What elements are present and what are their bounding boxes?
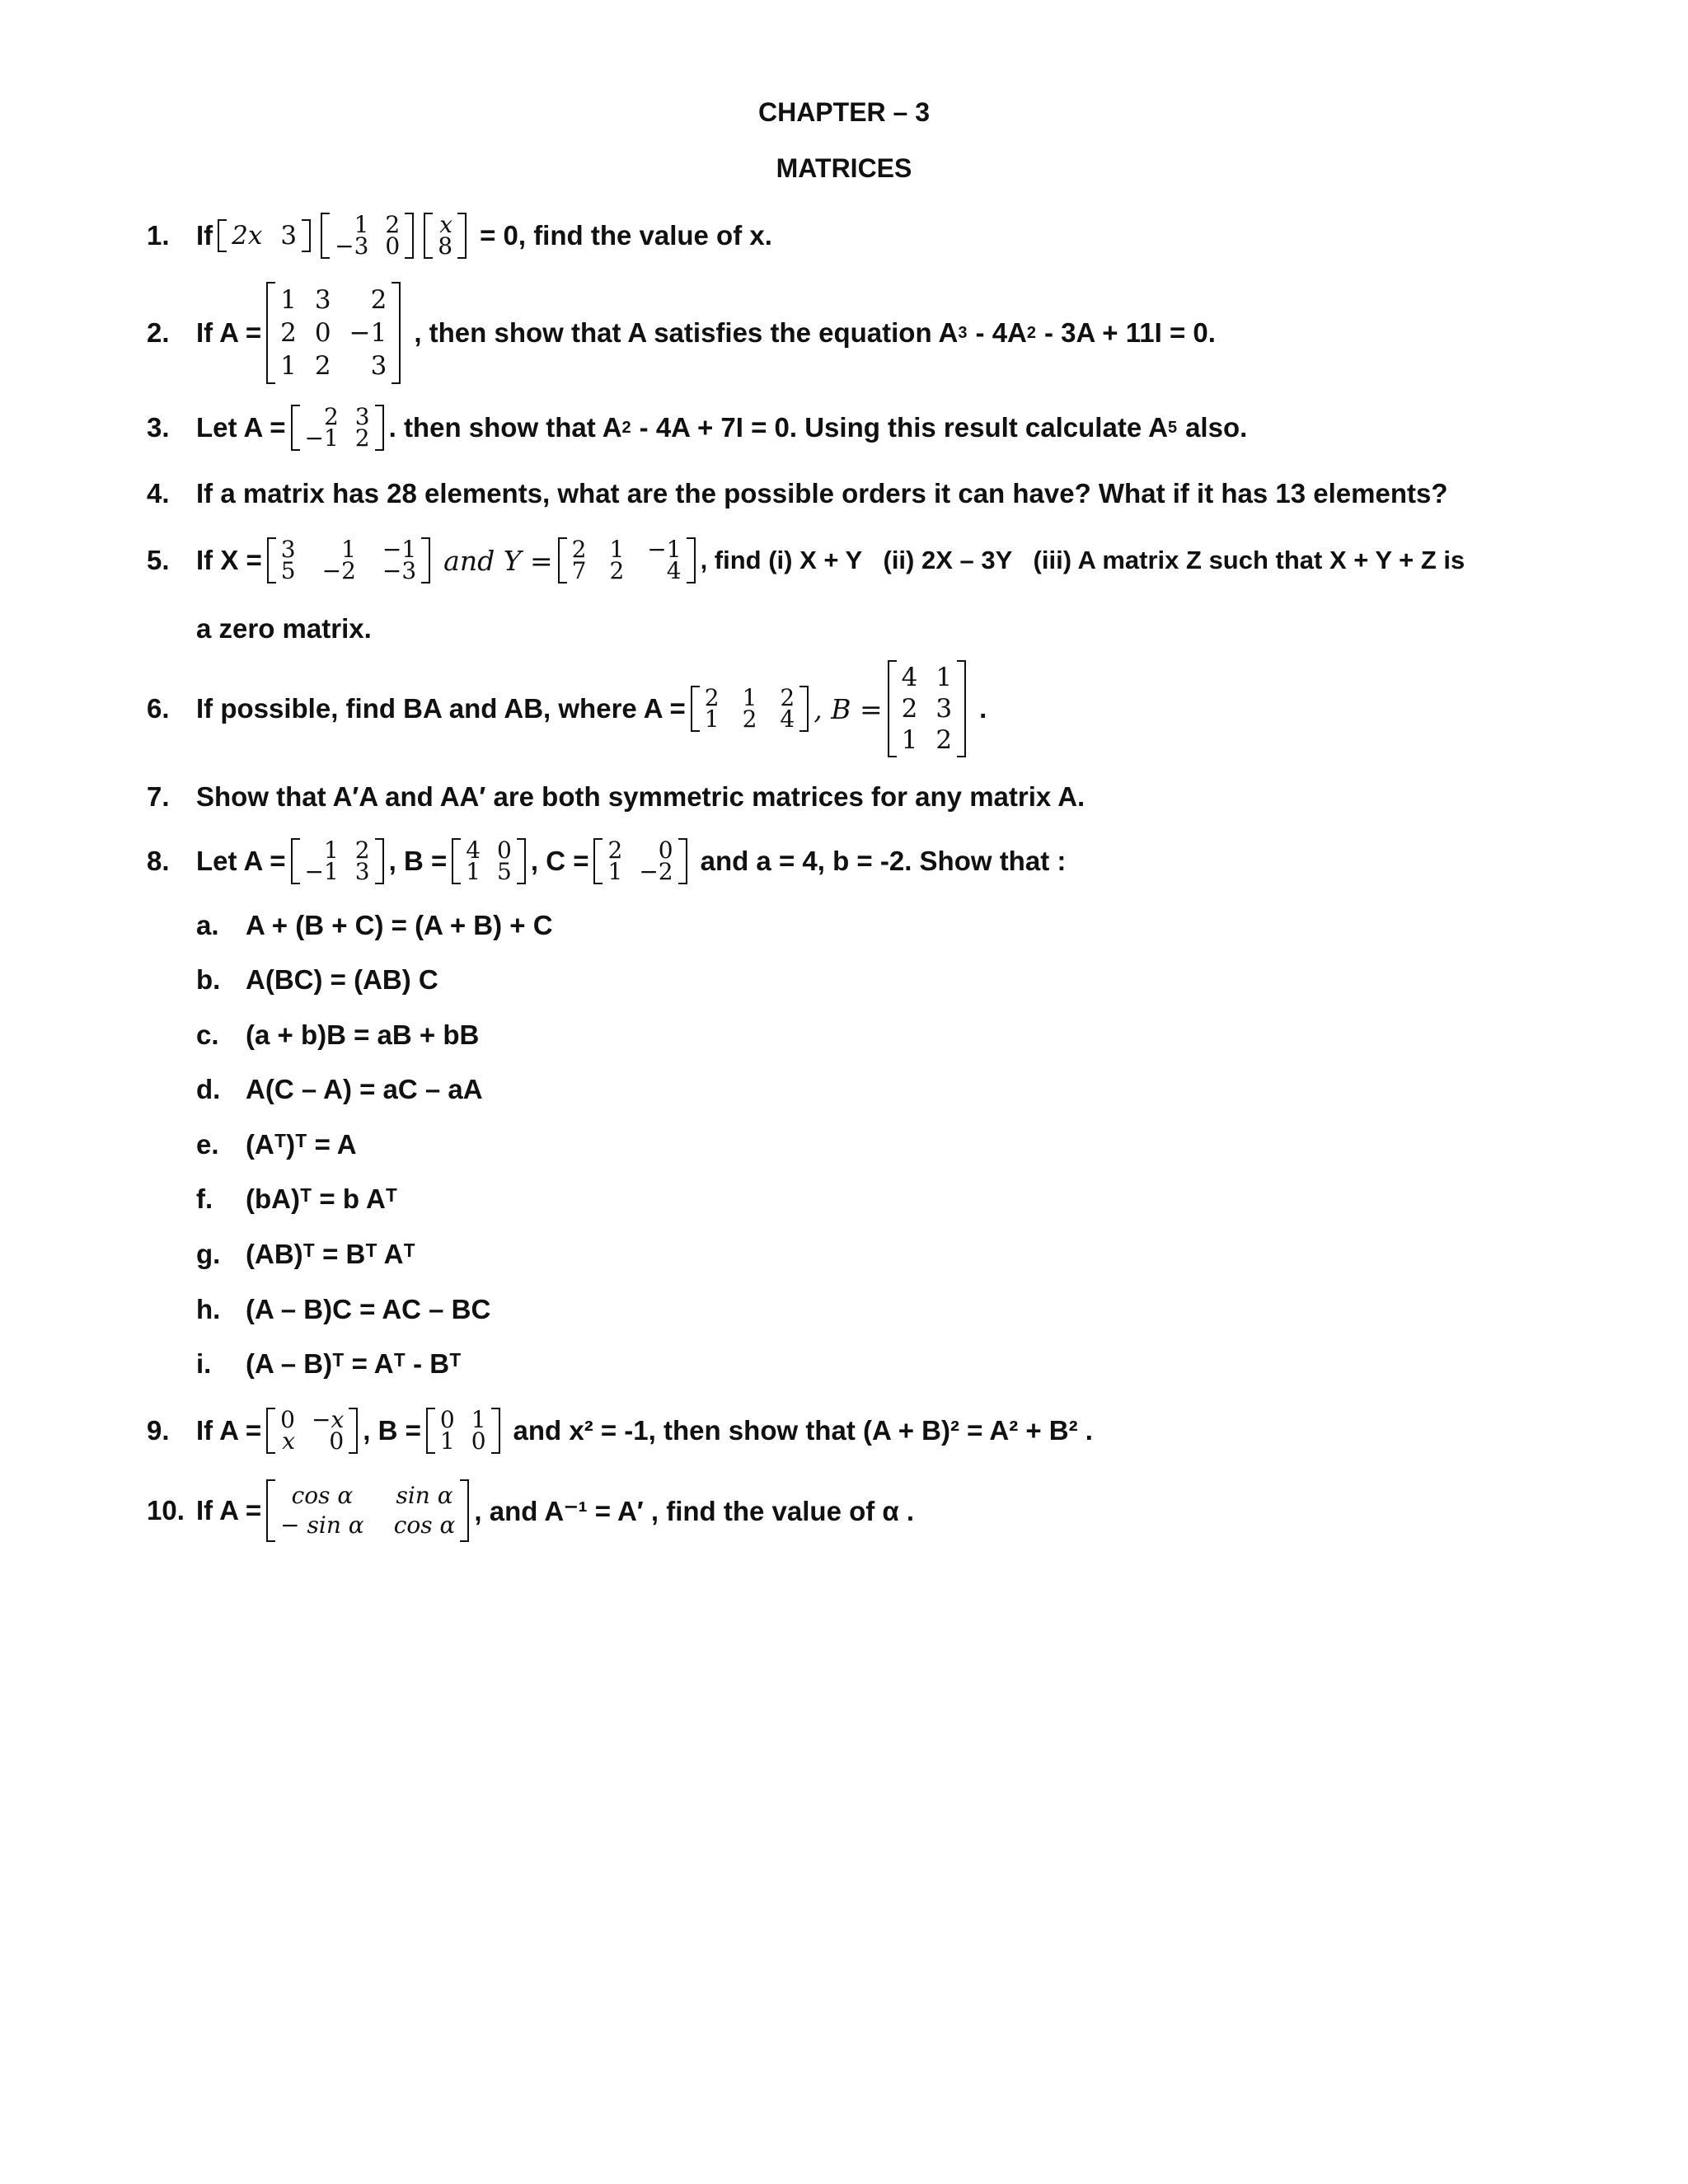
- question-text: If a matrix has 28 elements, what are the possible orders it can have? What if it has 13 elements?: [196, 478, 1448, 509]
- question-text: - 4A + 7I = 0. Using this result calculate A: [639, 412, 1168, 443]
- question-7: [147, 776, 1655, 818]
- matrix-cell: −1: [304, 858, 339, 885]
- question-2: 2. If A = 1 3 2 2 0 −1 1 2 3 , then show that A satisfies the equation A 3 - 4A 2 - 3A + 11I = 0.: [147, 280, 1655, 386]
- part-a: [196, 910, 553, 941]
- question-text: , B =: [363, 1415, 421, 1446]
- question-text: , B =: [388, 846, 448, 876]
- matrix-cell: 2: [742, 705, 757, 733]
- question-4: [147, 473, 1655, 514]
- question-3: 3. Let A = 2 3 −1 2 . then show that A 2 - 4A + 7I = 0. Using this result calculate A 5 also.: [147, 403, 1248, 452]
- matrix-cell: 2: [901, 694, 918, 724]
- question-text: If A =: [196, 1415, 262, 1446]
- matrix-b: [888, 660, 966, 757]
- matrix-a: [291, 405, 384, 451]
- matrix-cell: 0: [471, 1427, 486, 1455]
- matrix-cell: 4: [666, 557, 682, 584]
- matrix-cell: 0: [658, 837, 673, 864]
- matrix-cell: −3: [382, 557, 417, 584]
- matrix-cell: 0: [280, 1406, 295, 1433]
- question-text: a zero matrix.: [196, 613, 372, 644]
- question-text: If A =: [196, 1495, 262, 1526]
- question-number: 1.: [147, 220, 170, 251]
- matrix-c: [593, 838, 687, 884]
- matrix-cell: 5: [497, 858, 512, 885]
- matrix-cell: 2: [571, 536, 587, 563]
- matrix-cell: 0: [497, 837, 512, 864]
- matrix-cell: 1: [471, 1406, 486, 1433]
- part-text: A(C – A) = aC – aA: [246, 1074, 483, 1104]
- matrix-cell: sin α: [396, 1482, 453, 1509]
- matrix-a: [691, 686, 809, 732]
- matrix-cell: 7: [571, 557, 587, 584]
- matrix-cell: 3: [370, 351, 387, 381]
- part-letter: a.: [196, 910, 219, 940]
- question-text: = 0, find the value of x.: [480, 220, 772, 251]
- matrix-cell: 0: [329, 1427, 345, 1455]
- question-text: , find (i) X + Y (ii) 2X – 3Y (iii) A matrix Z such that X + Y + Z is: [700, 546, 1465, 574]
- question-number: 10.: [147, 1495, 185, 1526]
- matrix-cell: 1: [901, 725, 918, 755]
- question-text: .: [979, 693, 987, 724]
- question-text: - 3A + 11I = 0.: [1044, 317, 1216, 348]
- matrix-b: [426, 1408, 500, 1454]
- matrix-cell: x: [439, 211, 453, 238]
- matrix-cell: 1: [704, 705, 720, 733]
- matrix-cell: 2: [780, 684, 795, 711]
- matrix-cell: −1: [304, 424, 339, 452]
- matrix-cell: −2: [639, 858, 673, 885]
- matrix-cell: 2: [704, 684, 720, 711]
- question-text: and Y =: [443, 544, 553, 577]
- question-text: . then show that A: [388, 412, 622, 443]
- question-number: 6.: [147, 693, 170, 724]
- matrix-cell: 1: [280, 285, 297, 315]
- part-letter: d.: [196, 1074, 221, 1104]
- question-text: , then show that A satisfies the equation A: [414, 317, 959, 348]
- matrix-a: [266, 282, 401, 384]
- matrix-cell: 2: [607, 837, 623, 864]
- part-letter: i.: [196, 1348, 212, 1379]
- matrix-cell: x: [282, 1427, 295, 1455]
- part-letter: g.: [196, 1239, 221, 1269]
- matrix-cell: 0: [314, 318, 331, 348]
- question-text: If X =: [196, 545, 262, 575]
- part-letter: h.: [196, 1294, 221, 1324]
- chapter-heading: CHAPTER – 3: [757, 97, 931, 127]
- question-number: 9.: [147, 1415, 170, 1446]
- matrix-a: [291, 838, 384, 884]
- matrix-cell: cos α: [393, 1511, 456, 1539]
- row-matrix: [218, 219, 311, 252]
- part-letter: b.: [196, 964, 221, 995]
- matrix-cell: −1: [382, 536, 417, 563]
- matrix-cell: 2: [323, 403, 339, 430]
- matrix-cell: 1: [609, 536, 625, 563]
- matrix-cell: 1: [280, 351, 297, 381]
- question-text: and x² = -1, then show that (A + B)² = A² + B² .: [513, 1415, 1093, 1446]
- matrix-cell: cos α: [291, 1482, 354, 1509]
- part-text: (a + b)B = aB + bB: [246, 1019, 480, 1050]
- question-5: [147, 531, 1655, 590]
- question-text: - 4A: [975, 317, 1027, 348]
- topic-heading: MATRICES: [776, 153, 912, 183]
- matrix-cell: 2: [385, 211, 401, 238]
- question-text: If possible, find BA and AB, where A =: [196, 693, 686, 724]
- question-text: and a = 4, b = -2. Show that :: [700, 846, 1067, 876]
- matrix-b: [452, 838, 526, 884]
- part-text: (Aᵀ)ᵀ = A: [246, 1129, 357, 1160]
- question-1: [147, 206, 1655, 265]
- part-letter: f.: [196, 1183, 213, 1214]
- matrix-cell: 1: [323, 837, 339, 864]
- matrix-a: [266, 1408, 358, 1454]
- square-matrix: [321, 213, 414, 259]
- question-9: [147, 1401, 1655, 1460]
- matrix-cell: 2: [314, 351, 331, 381]
- part-letter: c.: [196, 1019, 219, 1050]
- question-number: 3.: [147, 412, 170, 443]
- matrix-cell: 1: [607, 858, 623, 885]
- matrix-cell: 3: [935, 694, 953, 724]
- matrix-cell: 3: [354, 403, 370, 430]
- question-text: , C =: [530, 846, 589, 876]
- part-d: [196, 1074, 483, 1105]
- matrix-cell: 4: [780, 705, 795, 733]
- matrix-cell: −1: [647, 536, 682, 563]
- matrix-cell: 1: [354, 211, 369, 238]
- matrix-cell: 3: [354, 858, 370, 885]
- part-text: (AB)ᵀ = Bᵀ Aᵀ: [246, 1239, 415, 1269]
- part-b: [196, 964, 438, 996]
- part-i: [196, 1348, 461, 1380]
- matrix-cell: 3: [280, 221, 298, 251]
- part-f: [196, 1183, 397, 1215]
- matrix-cell: 0: [439, 1406, 455, 1433]
- matrix-cell: 3: [314, 285, 331, 315]
- part-text: A + (B + C) = (A + B) + C: [246, 910, 553, 940]
- matrix-cell: 3: [280, 536, 296, 563]
- part-g: [196, 1239, 415, 1270]
- question-text: If A =: [196, 317, 262, 348]
- matrix-cell: 4: [901, 663, 918, 692]
- matrix-cell: 1: [935, 663, 953, 692]
- question-text: Let A =: [196, 412, 286, 443]
- part-text: (A – B)ᵀ = Aᵀ - Bᵀ: [246, 1348, 462, 1379]
- matrix-cell: 2: [370, 285, 387, 315]
- matrix-cell: 1: [439, 1427, 455, 1455]
- matrix-cell: 1: [742, 684, 757, 711]
- matrix-cell: 2: [354, 424, 370, 452]
- question-text: Let A =: [196, 846, 286, 876]
- question-text: Show that A′A and AA′ are both symmetric matrices for any matrix A.: [196, 781, 1085, 812]
- part-letter: e.: [196, 1129, 219, 1160]
- matrix-cell: 2: [609, 557, 625, 584]
- matrix-cell: 0: [385, 232, 401, 260]
- part-text: (bA)ᵀ = b Aᵀ: [246, 1183, 398, 1214]
- matrix-cell: −x: [311, 1406, 345, 1433]
- part-h: [196, 1294, 490, 1325]
- matrix-cell: 2x: [232, 221, 263, 251]
- question-10: [147, 1479, 1655, 1542]
- column-matrix: [424, 213, 467, 259]
- matrix-cell: 1: [466, 858, 481, 885]
- part-text: (A – B)C = AC – BC: [246, 1294, 491, 1324]
- matrix-cell: 2: [280, 318, 297, 348]
- question-6: [147, 663, 1655, 754]
- question-number: 7.: [147, 781, 170, 812]
- matrix-cell: −2: [321, 557, 356, 584]
- question-text: , B =: [814, 692, 883, 725]
- question-text: , and A⁻¹ = A′ , find the value of α .: [474, 1495, 915, 1526]
- part-c: [196, 1019, 479, 1051]
- matrix-x: [267, 537, 430, 583]
- question-5-continuation: [147, 608, 1655, 649]
- matrix-y: [558, 537, 696, 583]
- question-number: 8.: [147, 846, 170, 876]
- matrix-cell: − sin α: [280, 1511, 364, 1539]
- matrix-cell: 2: [935, 725, 953, 755]
- question-text: also.: [1185, 412, 1248, 443]
- question-number: 5.: [147, 545, 170, 575]
- matrix-cell: 4: [466, 837, 481, 864]
- matrix-cell: 1: [341, 536, 356, 563]
- question-8: [147, 832, 1655, 890]
- matrix-cell: −1: [349, 318, 387, 348]
- matrix-a: [266, 1479, 469, 1542]
- matrix-cell: −3: [335, 232, 369, 260]
- matrix-cell: 8: [438, 232, 453, 260]
- part-e: [196, 1129, 357, 1160]
- question-text: If: [196, 220, 213, 251]
- part-text: A(BC) = (AB) C: [246, 964, 438, 995]
- matrix-cell: 2: [354, 837, 370, 864]
- question-number: 4.: [147, 478, 170, 509]
- question-number: 2.: [147, 317, 170, 348]
- matrix-cell: 5: [280, 557, 296, 584]
